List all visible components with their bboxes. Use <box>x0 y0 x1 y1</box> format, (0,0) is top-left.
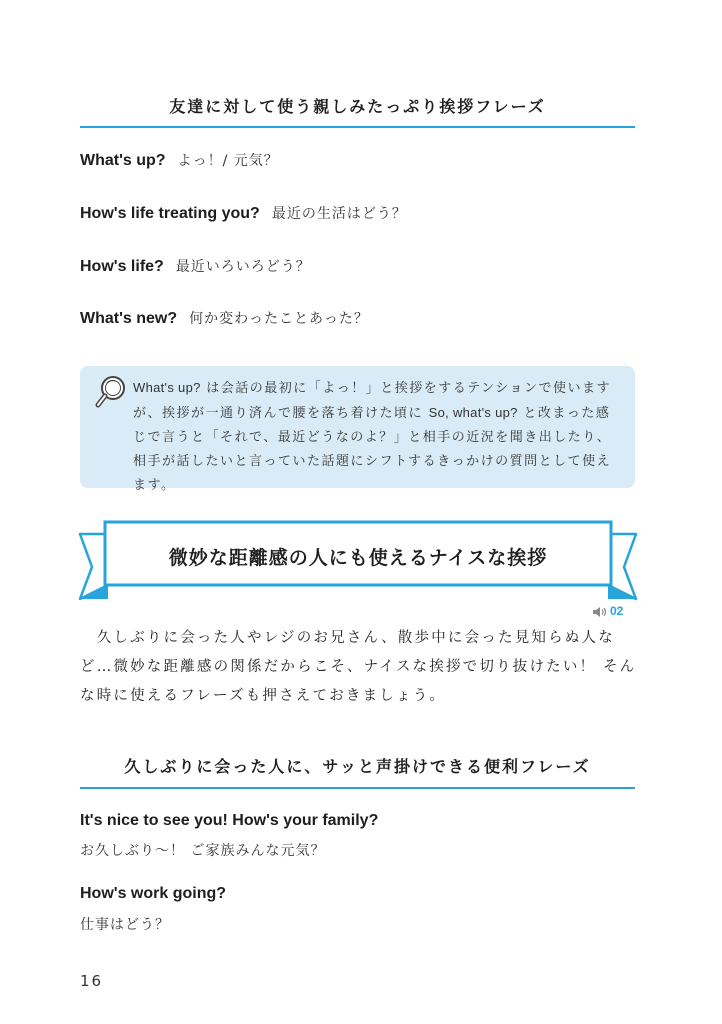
phrase-english: What's new? <box>80 310 178 327</box>
example-english: How's work going? <box>80 885 227 902</box>
note-english-phrase: What's up? <box>133 380 201 395</box>
tip-note-box <box>80 366 635 493</box>
section-divider <box>80 787 635 789</box>
phrase-row <box>80 150 279 170</box>
magnifier-icon <box>94 374 128 422</box>
speaker-icon <box>592 606 608 618</box>
note-text-part: と改まった感じで言うと「それで、最近どうなのよ？」と相手の近況を聞き出したり、相手が話したいと言っていた話題にシフトするきっかけの質問として使えます。 <box>133 406 612 493</box>
example-japanese: お久しぶり〜！ ご家族みんな元気？ <box>80 843 326 859</box>
banner-title: 微妙な距離感の人にも使えるナイスな挨拶 <box>168 547 548 569</box>
section-title-friends: 友達に対して使う親しみたっぷり挨拶フレーズ <box>169 97 546 116</box>
audio-track-number: 02 <box>610 604 624 618</box>
note-text-part: は会話の最初に「よっ！」と挨拶をするテンションで使いますが、挨拶が一通り済んで腰を落ち着けた頃に <box>133 381 612 421</box>
phrase-japanese: 最近いろいろどう？ <box>175 259 311 275</box>
phrase-japanese: よっ！/ 元気？ <box>177 153 279 169</box>
section-divider <box>80 126 635 128</box>
phrase-row <box>80 308 369 328</box>
phrase-english: How's life treating you? <box>80 205 260 222</box>
tip-note-text <box>133 376 623 498</box>
phrase-english: How's life? <box>80 258 164 275</box>
intro-paragraph: 久しぶりに会った人やレジのお兄さん、散歩中に会った見知らぬ人など…微妙な距離感の関係だからこそ、ナイスな挨拶で切り抜けたい！ そんな時に使えるフレーズも押さえておきましょう。 <box>80 630 637 704</box>
phrase-row <box>80 256 311 276</box>
phrase-row <box>80 203 407 223</box>
note-english-phrase: So, what's up? <box>428 405 518 420</box>
phrase-english: What's up? <box>80 152 166 169</box>
page-number: 16 <box>80 972 104 990</box>
example-japanese: 仕事はどう？ <box>80 917 170 933</box>
example-english: It's nice to see you! How's your family? <box>80 812 379 829</box>
section-title-reunion: 久しぶりに会った人に、サッと声掛けできる便利フレーズ <box>124 757 591 776</box>
phrase-japanese: 最近の生活はどう？ <box>271 206 407 222</box>
phrase-japanese: 何か変わったことあった？ <box>189 311 369 327</box>
audio-track-label[interactable] <box>592 604 623 618</box>
